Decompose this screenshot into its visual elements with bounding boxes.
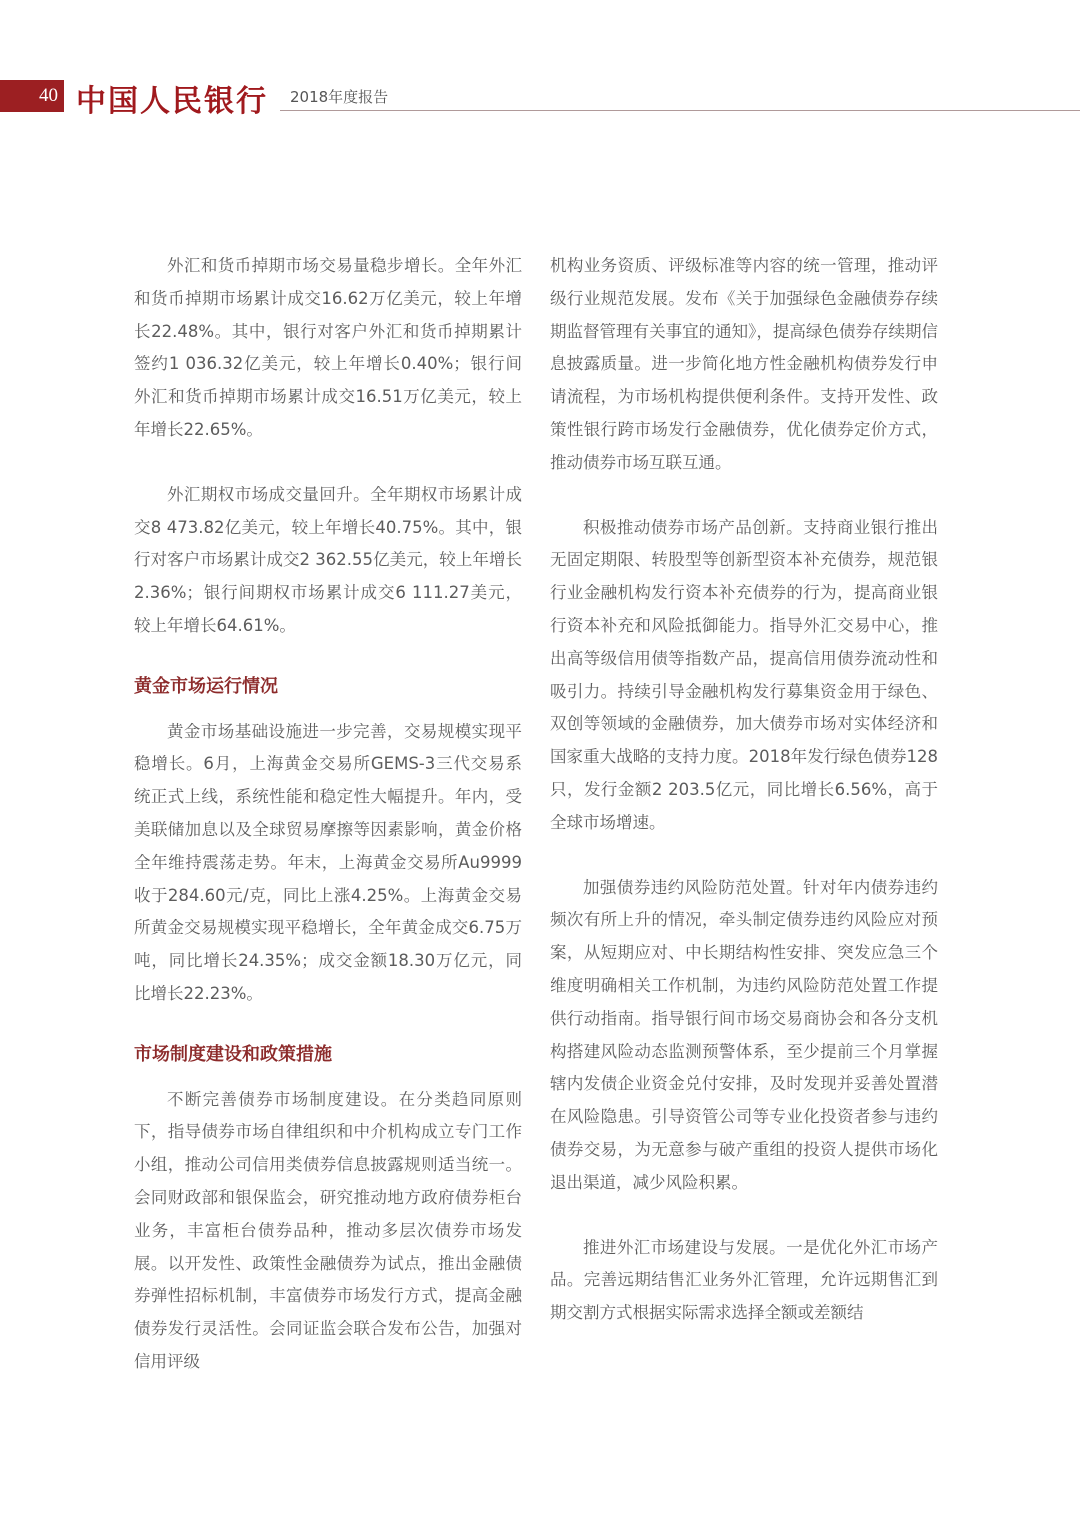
- header-divider: [280, 110, 1080, 111]
- section-heading-market-policy: 市场制度建设和政策措施: [134, 1043, 332, 1065]
- paragraph-bond-system: 不断完善债券市场制度建设。在分类趋同原则下，指导债券市场自律组织和中介机构成立专门工作小组，推动公司信用类债券信息披露规则适当统一。会同财政部和银保监会，研究推动地方政府债券柜台业务，丰富柜台债券品种，推动多层次债券市场发展。以开发性、政策性金融债券为试点，推出金融债券弹性招标机制，丰富债券市场发行方式，提高金融债券发行灵活性。会同证监会联合发布公告，加强对信用评级: [134, 1089, 522, 1371]
- pboc-logo: 中国人民银行: [76, 84, 268, 119]
- paragraph-default-risk: 加强债券违约风险防范处置。针对年内债券违约频次有所上升的情况，牵头制定债券违约风险应对预案，从短期应对、中长期结构性安排、突发应急三个维度明确相关工作机制，为违约风险防范处置工作提供行动指南。指导银行间市场交易商协会和各分支机构搭建风险动态监测预警体系，至少提前三个月掌握辖内发债企业资金兑付安排，及时发现并妥善处置潜在风险隐患。引导资管公司等专业化投资者参与违约债券交易，为无意参与破产重组的投资人提供市场化退出渠道，减少风险积累。: [550, 877, 938, 1192]
- paragraph-fx-market-development: 推进外汇市场建设与发展。一是优化外汇市场产品。完善远期结售汇业务外汇管理，允许远期售汇到期交割方式根据实际需求选择全额或差额结: [550, 1237, 938, 1323]
- paragraph-gold-market: 黄金市场基础设施进一步完善，交易规模实现平稳增长。6月，上海黄金交易所GEMS-3三代交易系统正式上线，系统性能和稳定性大幅提升。年内，受美联储加息以及全球贸易摩擦等因素影响，黄金价格全年维持震荡走势。年末，上海黄金交易所Au9999收于284.60元/克，同比上涨4.25%。上海黄金交易所黄金交易规模实现平稳增长，全年黄金成交6.75万吨，同比增长24.35%；成交金额18.30万亿元，同比增长22.23%。: [134, 721, 522, 1003]
- right-column: [550, 250, 938, 1330]
- paragraph-fx-options: 外汇期权市场成交量回升。全年期权市场累计成交8 473.82亿美元，较上年增长40.75%。其中，银行对客户市场累计成交2 362.55亿美元，较上年增长2.36%；银行间期权市场累计成交6 111.27美元，较上年增长64.61%。: [134, 484, 522, 635]
- page-number-tab: [0, 80, 64, 112]
- section-heading-gold-market: 黄金市场运行情况: [134, 675, 278, 697]
- paragraph-rating-continued: 机构业务资质、评级标准等内容的统一管理，推动评级行业规范发展。发布《关于加强绿色金融债券存续期监督管理有关事宜的通知》，提高绿色债券存续期信息披露质量。进一步简化地方性金融机构债券发行申请流程，为市场机构提供便利条件。支持开发性、政策性银行跨市场发行金融债券，优化债券定价方式，推动债券市场互联互通。: [550, 256, 938, 472]
- paragraph-fx-swap: 外汇和货币掉期市场交易量稳步增长。全年外汇和货币掉期市场累计成交16.62万亿美元，较上年增长22.48%。其中，银行对客户外汇和货币掉期累计签约1 036.32亿美元，较上年增长0.40%；银行间外汇和货币掉期市场累计成交16.51万亿美元，较上年增长22.65%。: [134, 256, 522, 439]
- left-column: [134, 250, 522, 1379]
- page-number: 40: [39, 85, 58, 106]
- page-header: [0, 76, 1080, 119]
- report-title: 2018年度报告: [290, 88, 389, 106]
- paragraph-bond-innovation: 积极推动债券市场产品创新。支持商业银行推出无固定期限、转股型等创新型资本补充债券，规范银行业金融机构发行资本补充债券的行为，提高商业银行资本补充和风险抵御能力。指导外汇交易中心，推出高等级信用债等指数产品，提高信用债券流动性和吸引力。持续引导金融机构发行募集资金用于绿色、双创等领域的金融债券，加大债券市场对实体经济和国家重大战略的支持力度。2018年发行绿色债券128只，发行金额2 203.5亿元，同比增长6.56%，高于全球市场增速。: [550, 517, 938, 832]
